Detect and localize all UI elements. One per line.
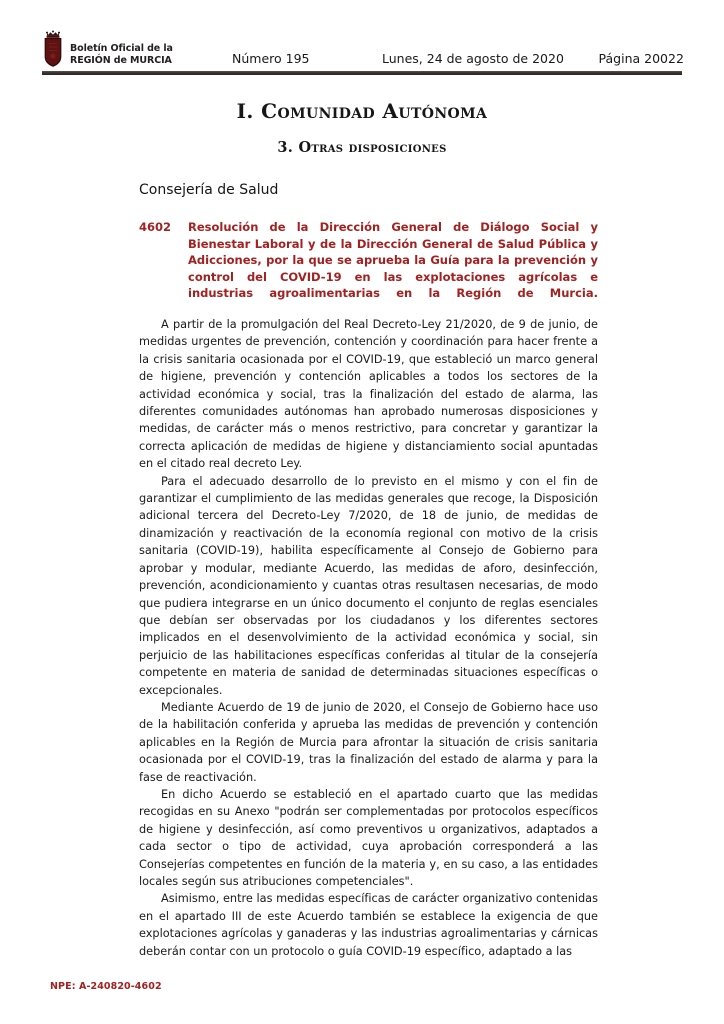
page-subtitle: 3. Otras disposiciones — [277, 139, 447, 156]
body-paragraph: Mediante Acuerdo de 19 de junio de 2020, el Consejo de Gobierno hace uso de la habilitación conferida y aprueba las medidas de prevención y contención aplicables en la Región de Murcia para afrontar la situación de crisis sanitaria ocasionada por el COVID-19, tras la finalización del estado de alarma y para la fase de reactivación. — [139, 700, 598, 784]
header-page-number: Página 20022 — [598, 51, 684, 66]
resolution-number: 4602 — [139, 220, 172, 234]
body-paragraph: A partir de la promulgación del Real Decreto-Ley 21/2020, de 9 de junio, de medidas urgentes de prevención, contención y coordinación para hacer frente a la crisis sanitaria ocasionada por el COVID-19, que estableció un marco general de higiene, prevención y contención aplicables a todos los sectores de la actividad económica y social, tras la finalización del estado de alarma, las diferentes comunidades autónomas han aprobado numerosas disposiciones y medidas, de carácter más o menos restrictivo, para concretar y garantizar la correcta aplicación de medidas de higiene y distanciamiento social apuntadas en el citado real decreto Ley. — [139, 318, 598, 471]
document-body — [139, 316, 598, 960]
body-paragraph: Asimismo, entre las medidas específicas de carácter organizativo contenidas en el apartado III de este Acuerdo también se establece la exigencia de que explotaciones agrícolas y ganaderas y las industrias agroalimentarias y cárnicas deberán contar con un protocolo o guía COVID-19 específico, adaptado a las — [139, 892, 598, 958]
body-paragraph: En dicho Acuerdo se estableció en el apartado cuarto que las medidas recogidas en su Anexo "podrán ser complementadas por protocolos específicos de higiene y desinfección, así como preventivos u organizativos, adaptados a cada sector o tipo de actividad, cuya aprobación corresponderá a las Consejerías competentes en función de la materia y, en su caso, a las entidades locales según sus atribuciones competenciales". — [139, 787, 598, 888]
page-title: I. Comunidad Autónoma — [236, 99, 488, 123]
npe-reference: NPE: A-240820-4602 — [50, 981, 162, 992]
boletin-logo-line2: REGIÓN de MURCIA — [70, 54, 172, 66]
boletin-logo-line1: Boletín Oficial de la — [70, 43, 173, 54]
issuing-body-heading: Consejería de Salud — [139, 182, 279, 198]
body-paragraph: Para el adecuado desarrollo de lo previsto en el mismo y con el fin de garantizar el cumplimiento de las medidas generales que recoge, la Disposición adicional tercera del Decreto-Ley 7/2020, de 18 de junio, de medidas de dinamización y reactivación de la economía regional con motivo de la crisis sanitaria (COVID-19), habilita específicamente al Consejo de Gobierno para aprobar y modular, mediante Acuerdo, las medidas de aforo, desinfección, prevención, acondicionamiento y cuantas otras resultasen necesarias, de modo que pudiera integrarse en un único documento el conjunto de reglas esenciales que debían ser observadas por los ciudadanos y los diferentes sectores implicados en el desenvolvimiento de la actividad económica y social, sin perjuicio de las habilitaciones específicas conferidas al titular de la consejería competente en materia de sanidad de determinadas situaciones específicas o excepcionales. — [139, 474, 598, 697]
resolution-title: Resolución de la Dirección General de Diálogo Social y Bienestar Laboral y de la Dirección General de Salud Pública y Adicciones, por la que se aprueba la Guía para la prevención y control del COVID-19 en las explotaciones agrícolas e industrias agroalimentarias en la Región de Murcia. — [188, 220, 598, 300]
header-divider-rule — [42, 71, 682, 75]
page-header — [42, 28, 682, 68]
resolution-heading — [139, 219, 598, 318]
boletin-logo — [42, 30, 232, 68]
boletin-logo-text — [70, 43, 173, 68]
header-issue-number: Número 195 — [232, 51, 310, 66]
coat-of-arms-icon — [42, 30, 64, 68]
header-date: Lunes, 24 de agosto de 2020 — [382, 51, 564, 66]
